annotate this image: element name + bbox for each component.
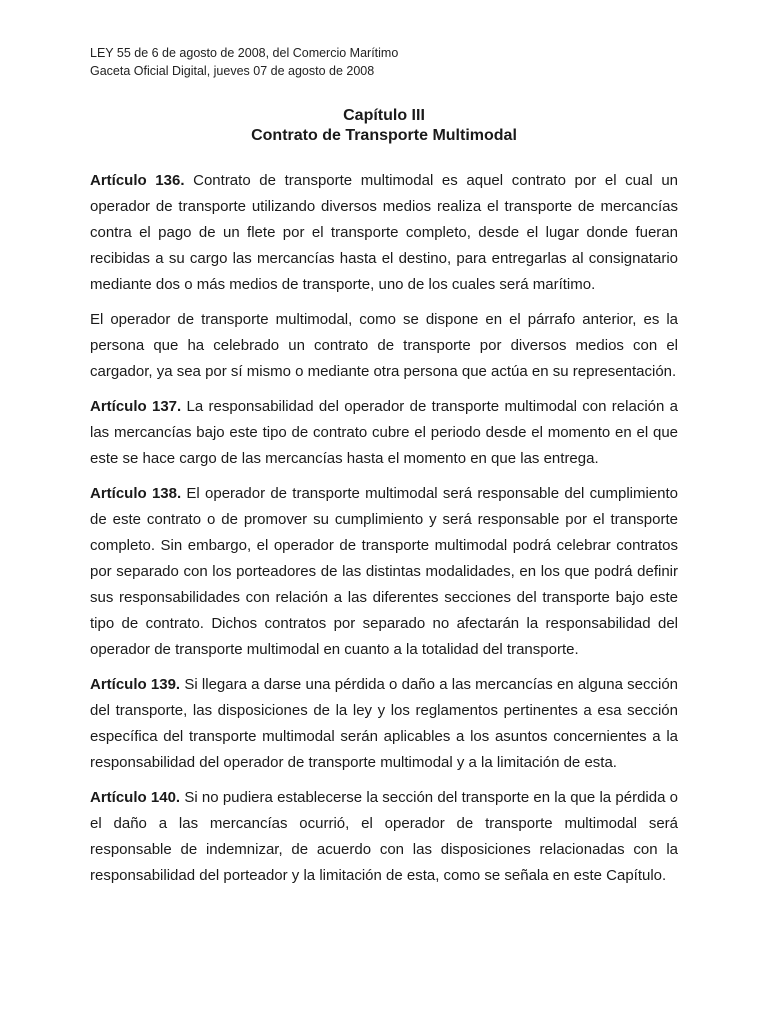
article-138-paragraph bbox=[90, 481, 678, 663]
article-text: La responsabilidad del operador de transporte multimodal con relación a las mercancías bajo este tipo de contrato cubre el periodo desde el momento en el que este se hace cargo de las mercancías hasta el momento en que las entrega. bbox=[90, 398, 679, 467]
article-text: El operador de transporte multimodal, como se dispone en el párrafo anterior, es la persona que ha celebrado un contrato de transporte por diversos medios con el cargador, ya sea por sí mismo o mediante otra persona que actúa en su representación. bbox=[90, 311, 678, 380]
article-text: Si no pudiera establecerse la sección del transporte en la que la pérdida o el daño a las mercancías ocurrió, el operador de transporte multimodal será responsable de indemnizar, de acuerdo con las disposiciones relacionadas con la responsabilidad del porteador y la limitación de esta, como se señala en este Capítulo. bbox=[90, 789, 678, 884]
article-137-paragraph bbox=[90, 394, 678, 472]
article-label: Artículo 138. bbox=[90, 485, 182, 502]
document-page bbox=[90, 44, 678, 898]
article-139-paragraph bbox=[90, 672, 678, 776]
article-140-paragraph bbox=[90, 785, 678, 889]
header-law-title: LEY 55 de 6 de agosto de 2008, del Comercio Marítimo bbox=[90, 46, 399, 60]
article-label: Artículo 139. bbox=[90, 676, 181, 693]
chapter-number: Capítulo III bbox=[343, 107, 425, 124]
document-header bbox=[90, 44, 678, 80]
article-text: Contrato de transporte multimodal es aquel contrato por el cual un operador de transporte utilizando diversos medios realiza el transporte de mercancías contra el pago de un flete por el transporte completo, desde el lugar donde fueran recibidas a su cargo las mercancías hasta el destino, para entregarlas al consignatario mediante dos o más medios de transporte, uno de los cuales será marítimo. bbox=[90, 172, 679, 293]
article-text: El operador de transporte multimodal será responsable del cumplimiento de este contrato o de promover su cumplimiento y será responsable por el transporte completo. Sin embargo, el operador de transporte multimodal podrá celebrar contratos por separado con los porteadores de las distintas modalidades, en los que podrá definir sus responsabilidades con relación a las diferentes secciones del transporte bajo este tipo de contrato. Dichos contratos por separado no afectarán la responsabilidad del operador de transporte multimodal en cuanto a la totalidad del transporte. bbox=[90, 485, 679, 658]
article-text: Si llegara a darse una pérdida o daño a las mercancías en alguna sección del transporte, las disposiciones de la ley y los reglamentos pertinentes a esa sección específica del transporte multimodal serán aplicables a los asuntos concernientes a la responsabilidad del operador de transporte multimodal y a la limitación de esta. bbox=[90, 676, 678, 771]
chapter-heading bbox=[90, 106, 678, 146]
article-label: Artículo 136. bbox=[90, 172, 185, 189]
chapter-title: Contrato de Transporte Multimodal bbox=[251, 127, 517, 144]
header-gazette-line: Gaceta Oficial Digital, jueves 07 de agosto de 2008 bbox=[90, 64, 375, 78]
article-136-continuation-paragraph bbox=[90, 307, 678, 385]
article-label: Artículo 140. bbox=[90, 789, 181, 806]
article-label: Artículo 137. bbox=[90, 398, 182, 415]
article-136-paragraph bbox=[90, 168, 678, 298]
